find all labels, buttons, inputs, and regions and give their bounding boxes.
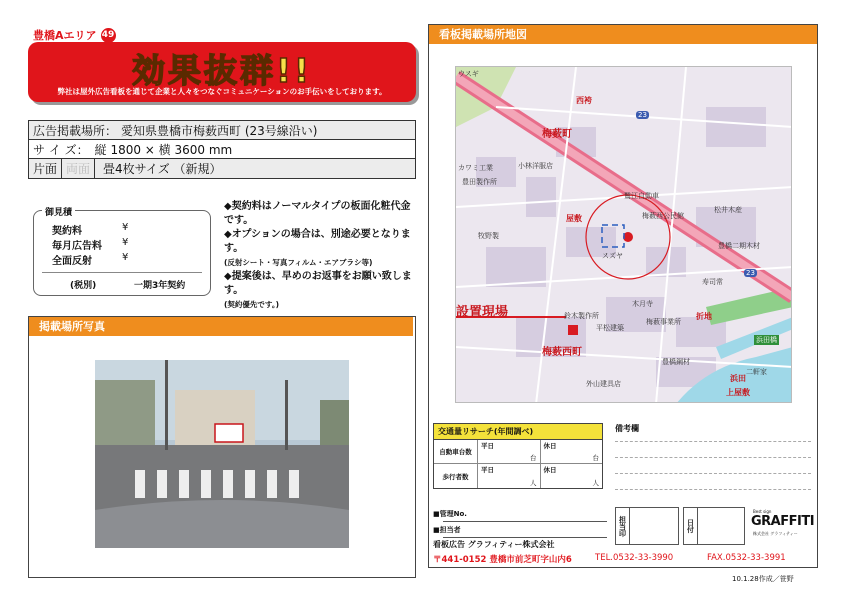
size-label: サ イ ズ：: [33, 142, 89, 157]
location-map: [455, 66, 792, 403]
map-label-usugi: ウスギ: [458, 70, 479, 78]
headline-subtitle: 弊社は屋外広告看板を通じて企業と人々をつなぐコミュニケーションのお手伝いをしております。: [57, 87, 387, 96]
headline-banner: [28, 42, 416, 102]
note-3: ◆提案後は、早めのお返事をお願い致します。: [224, 271, 412, 296]
location-label: 広告掲載場所：: [33, 123, 118, 138]
note-2-small: (反射シート・写真フィルム・エアブラシ等): [224, 258, 373, 267]
map-label-kobayashi: 小林洋服店: [518, 162, 553, 170]
traffic-walk-holiday: [541, 464, 603, 488]
traffic-holiday-label: 休日: [543, 466, 557, 474]
estimate-reflect-yen: ¥: [122, 252, 129, 263]
map-illustration: [456, 67, 792, 403]
area-tag: [33, 27, 116, 43]
street-photo-illustration: [95, 360, 349, 548]
stamp-approval-label: 担当印: [616, 508, 630, 544]
remarks-line: [615, 441, 811, 442]
site-photo: [95, 360, 349, 548]
face-single: 片面: [29, 159, 62, 178]
stamp-date-label: 日付: [684, 508, 698, 544]
map-label-nishibakama: 西袴: [576, 96, 592, 105]
management-person: ■担当者: [433, 526, 461, 534]
ad-info-table: [28, 120, 416, 179]
estimate-contract-yen: ¥: [122, 222, 129, 233]
company-name: 看板広告 グラフィティー株式会社: [433, 540, 555, 549]
traffic-unit: 台: [592, 454, 599, 462]
traffic-unit: 人: [530, 479, 537, 487]
traffic-table: [433, 423, 603, 489]
map-panel: [428, 24, 818, 568]
traffic-unit: 人: [592, 479, 599, 487]
notes: [224, 200, 414, 312]
stamp-approval[interactable]: [615, 507, 679, 545]
area-label: 豊橋Aエリア: [33, 29, 97, 42]
company-tel: TEL.0532-33-3990: [595, 553, 674, 563]
map-label-steel: 豊橋鋼材: [662, 358, 690, 366]
traffic-walk-label: 歩行者数: [434, 464, 478, 488]
remarks-line: [615, 489, 811, 490]
estimate-tax-note: (税別): [70, 281, 97, 291]
map-label-orichi: 折地: [696, 312, 712, 321]
map-panel-title: 看板掲載場所地図: [429, 25, 817, 44]
company-address: 〒441-0152 豊橋市前芝町字山内6: [433, 555, 572, 565]
map-label-hamada: 浜田: [730, 374, 746, 383]
estimate-title: 御見積: [42, 205, 75, 218]
photo-panel-title: 掲載場所写真: [29, 317, 413, 336]
note-1: ◆契約料はノーマルタイプの板面化粧代金です。: [224, 201, 411, 226]
map-label-kizuki: 木月寺: [632, 300, 653, 308]
remarks-title: 備考欄: [615, 424, 639, 433]
size-row: [29, 140, 415, 159]
traffic-title: 交通量リサーチ(年間調べ): [434, 424, 602, 440]
map-label-kominkan: 梅薮西公民館: [642, 212, 684, 220]
management-no-line: [443, 521, 607, 522]
face-row: [29, 159, 415, 178]
map-label-toyama: 外山建具店: [586, 380, 621, 388]
traffic-car-weekday: [478, 440, 541, 463]
photo-panel: [28, 316, 416, 578]
map-label-umeyabu-nishi: 梅薮西町: [542, 347, 582, 358]
traffic-unit: 台: [530, 454, 537, 462]
note-3-small: (契約優先です。): [224, 300, 280, 309]
traffic-walk-weekday: [478, 464, 541, 488]
estimate-divider: [42, 272, 202, 273]
map-label-hiramatsu: 平松建築: [596, 324, 624, 332]
size-value: 縦 1800 × 横 3600 mm: [94, 142, 233, 157]
map-label-kawami: カワミ工業: [458, 164, 493, 172]
map-label-toyoda: 豊田製作所: [462, 178, 497, 186]
remarks-line: [615, 457, 811, 458]
traffic-row-walk: [434, 464, 602, 488]
estimate-reflect-label: 全面反射: [52, 256, 92, 267]
logo-wordmark: GRAFFITI: [751, 514, 815, 529]
map-label-toyohashi-niki: 豊橋二期木材: [718, 242, 760, 250]
traffic-weekday-label: 平日: [481, 466, 494, 474]
map-label-suzuya: スズヤ: [602, 252, 623, 260]
estimate-term: 一期3年契約: [134, 281, 186, 291]
map-route-23-b: 23: [746, 269, 755, 277]
graffiti-logo: [751, 509, 815, 545]
traffic-car-holiday: [541, 440, 603, 463]
map-label-matsui: 松井木産: [714, 206, 742, 214]
traffic-row-car: [434, 440, 602, 464]
remarks-line: [615, 473, 811, 474]
map-site-label: 設置現場: [456, 305, 509, 320]
management-no: ■管理No.: [433, 510, 467, 518]
logo-tagline: Best sign: [753, 509, 772, 514]
stamp-date[interactable]: [683, 507, 745, 545]
face-double: 両面: [62, 159, 95, 178]
map-route-23: 23: [638, 111, 647, 119]
traffic-weekday-label: 平日: [481, 442, 494, 450]
location-value: 愛知県豊橋市梅薮西町 (23号線沿い): [121, 123, 318, 138]
company-fax: FAX.0532-33-3991: [707, 553, 786, 563]
note-2: ◆オプションの場合は、別途必要となります。: [224, 229, 411, 254]
estimate-monthly-label: 毎月広告料: [52, 241, 102, 252]
traffic-car-label: 自動車台数: [434, 440, 478, 463]
map-label-jigyosho: 梅薮事業所: [646, 318, 681, 326]
map-label-umeyabu: 梅薮町: [542, 129, 572, 140]
map-label-makino: 牧野製: [478, 232, 499, 240]
map-label-suzuki: 鈴木製作所: [564, 312, 599, 320]
traffic-holiday-label: 休日: [543, 442, 557, 450]
estimate-box: [33, 210, 211, 296]
map-label-sushi: 寿司常: [702, 278, 723, 286]
location-row: [29, 121, 415, 140]
map-label-washie: 鷲江自動車: [624, 192, 659, 200]
map-label-hamada-bridge: 浜田橋: [756, 336, 777, 344]
map-label-yashiki: 屋敷: [566, 214, 582, 223]
estimate-monthly-yen: ¥: [122, 237, 129, 248]
map-label-kamiyashiki: 上屋敷: [726, 388, 750, 397]
face-description: 畳4枚サイズ （新規）: [103, 162, 222, 176]
footer-date-note: 10.1.28作成／笹野: [732, 575, 794, 583]
map-label-nikenya: 二軒家: [746, 368, 767, 376]
management-person-line: [443, 537, 607, 538]
logo-company: 株式会社 グラフィティー: [753, 531, 798, 536]
area-number: 49: [101, 28, 116, 43]
estimate-contract-label: 契約料: [52, 226, 82, 237]
headline-title: 効果抜群!!: [131, 51, 313, 90]
